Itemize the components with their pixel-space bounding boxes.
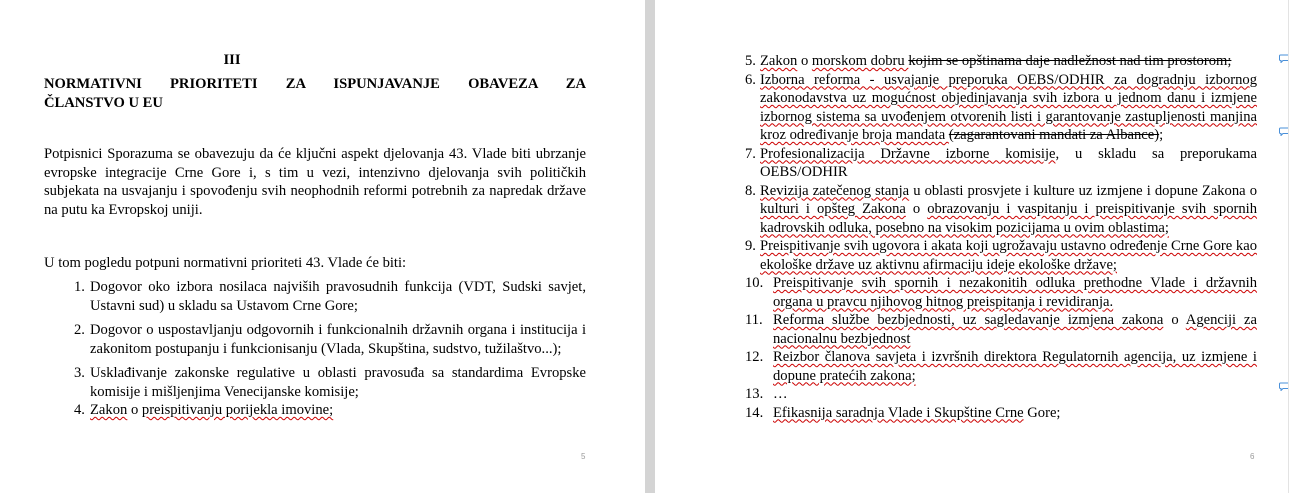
list-item-number: 9. <box>745 238 756 254</box>
list-item-number: 13. <box>745 386 764 402</box>
list-item-text: Profesionalizacija Državne izborne komisije <box>760 145 1056 162</box>
list-item-number: 5. <box>745 53 756 69</box>
list-item-text: o <box>905 201 928 217</box>
list-item-text: Dogovor oko izbora nosilaca najviših pravosudnih funkcija (VDT, Sudski savjet, Ustavni sud) u skladu sa Ustavom Crne Gore; <box>90 279 586 314</box>
priorities-intro[interactable]: U tom pogledu potpuni normativni prioriteti 43. Vlade će biti: <box>44 255 407 271</box>
list-item-text: Revizija zatečenog stanja <box>760 182 910 199</box>
list-item-text: Agenciji za nacionalnu bezbjednost <box>773 312 1257 347</box>
list-item-number: 2. <box>74 322 85 338</box>
list-item-number: 12. <box>745 349 764 365</box>
list-item[interactable] <box>745 237 1257 274</box>
list-item[interactable] <box>74 321 586 358</box>
list-item-text: Efikasnija saradnja Vlade i Skupštine Crne <box>773 404 1024 421</box>
list-item-text: o <box>127 402 142 418</box>
list-item-text: Gore; <box>1023 404 1061 421</box>
list-item[interactable] <box>74 278 586 315</box>
list-item-text: Dogovor o uspostavljanju odgovornih i funkcionalnih državnih organa i institucija i zakonitom postupanju i funkcionisanju (Vlada, Skupština, sudstvo, tužilaštvo...); <box>90 322 586 357</box>
list-item-text: obrazovanju i vaspitanju i preispitivanje svih spornih kadrovskih odluka, posebno na visokim pozicijama u ovim oblastima; <box>760 201 1258 236</box>
list-item-text: u oblasti prosvjete i kulture uz izmjene i dopune Zakona o <box>909 182 1257 199</box>
deleted-text: (zagarantovani mandati za Albance) <box>948 127 1160 143</box>
comment-margin <box>1288 0 1304 493</box>
priorities-list-page6 <box>745 52 1257 422</box>
list-item-number: 8. <box>745 182 756 199</box>
list-item-number: 7. <box>745 145 756 162</box>
list-item-text: morskom dobru <box>811 53 909 69</box>
list-item[interactable] <box>745 348 1257 385</box>
list-item-number: 6. <box>745 71 756 88</box>
page-gap <box>645 0 655 493</box>
list-item[interactable] <box>74 364 586 401</box>
list-item-text: ; <box>1159 127 1164 143</box>
chapter-heading-line2: ČLANSTVO U EU <box>44 95 163 111</box>
list-item-number: 1. <box>74 279 85 295</box>
list-item[interactable] <box>745 385 1257 404</box>
list-item-text: Reizbor članova savjeta i izvršnih direktora Regulatornih agencija, uz izmjene i dopune pratećih zakona; <box>773 349 1257 384</box>
list-item-text: preispitivanju porijekla imovine; <box>141 402 334 418</box>
list-item-text: Preispitivanje svih spornih i nezakonitih odluka prethodne Vlade i državnih organa u pravcu njihovog hitnog preispitanja i revidiranja. <box>773 275 1257 310</box>
list-item-text: o <box>797 53 812 69</box>
chapter-heading <box>44 75 586 113</box>
list-item-text: Preispitivanje svih ugovora i akata koji ugrožavaju ustavno određenje Crne Gore kao ekološke države uz aktivnu afirmaciju ideje ekološke države; <box>760 238 1257 273</box>
priorities-list-page5 <box>74 278 586 426</box>
list-item-number: 14. <box>745 404 764 421</box>
intro-paragraph[interactable]: Potpisnici Sporazuma se obavezuju da će ključni aspekt djelovanja 43. Vlade biti ubrzanje evropske integracije Crne Gore i, s tim u vezi, intenzivno djelovanja svih političkih subjekata na usvajanju i spovođenju svih neophodnih reformi potrebnih za napredak države na putu ka Evropskoj uniji. <box>44 146 586 218</box>
list-item[interactable] <box>745 404 1257 423</box>
list-item-text: o <box>1163 312 1186 328</box>
list-item[interactable] <box>745 311 1257 348</box>
list-item-text: Usklađivanje zakonske regulative u oblasti pravosuđa sa standardima Evropske komisije i mišljenjima Venecijanske komisije; <box>90 365 586 400</box>
chapter-heading-line1: NORMATIVNI PRIORITETI ZA ISPUNJAVANJE OBAVEZA ZA <box>44 76 586 92</box>
list-item-text: Zakon <box>90 402 128 418</box>
deleted-text: kojim se opštinama daje nadležnost nad tim prostorom; <box>908 53 1232 69</box>
list-item[interactable] <box>745 71 1257 145</box>
list-item-number: 4. <box>74 402 85 418</box>
document-page-5 <box>0 0 645 493</box>
list-item-text: , u skladu sa preporukama OEBS/ODHIR <box>760 145 1257 180</box>
page-number: 6 <box>1250 452 1255 461</box>
page-number: 5 <box>581 452 586 461</box>
list-item[interactable] <box>745 52 1257 71</box>
list-item-text: Izborna reforma - usvajanje preporuka OEBS/ODHIR za dogradnju izbornog zakonodavstva uz mogućnost objedinjavanja svih izbora u jednom danu i izmjene izbornog sistema sa uvođenjem otvorenih listi i garantovanje zastupljenosti manjina kroz određivanje broja mandata <box>760 71 1257 143</box>
chapter-number: III <box>223 52 241 68</box>
list-item-number: 10. <box>745 275 764 291</box>
list-item-text: kulturi i opšteg Zakona <box>760 201 906 217</box>
list-item[interactable] <box>745 274 1257 311</box>
list-item-text: … <box>773 386 788 402</box>
list-item[interactable] <box>74 401 586 420</box>
list-item-number: 3. <box>74 365 85 381</box>
list-item-number: 11. <box>745 312 763 328</box>
list-item[interactable] <box>745 182 1257 238</box>
list-item-text: Zakon <box>760 53 798 69</box>
list-item-text: Reforma službe bezbjednosti, uz sagledavanje izmjena zakona <box>773 312 1164 328</box>
list-item[interactable] <box>745 145 1257 182</box>
